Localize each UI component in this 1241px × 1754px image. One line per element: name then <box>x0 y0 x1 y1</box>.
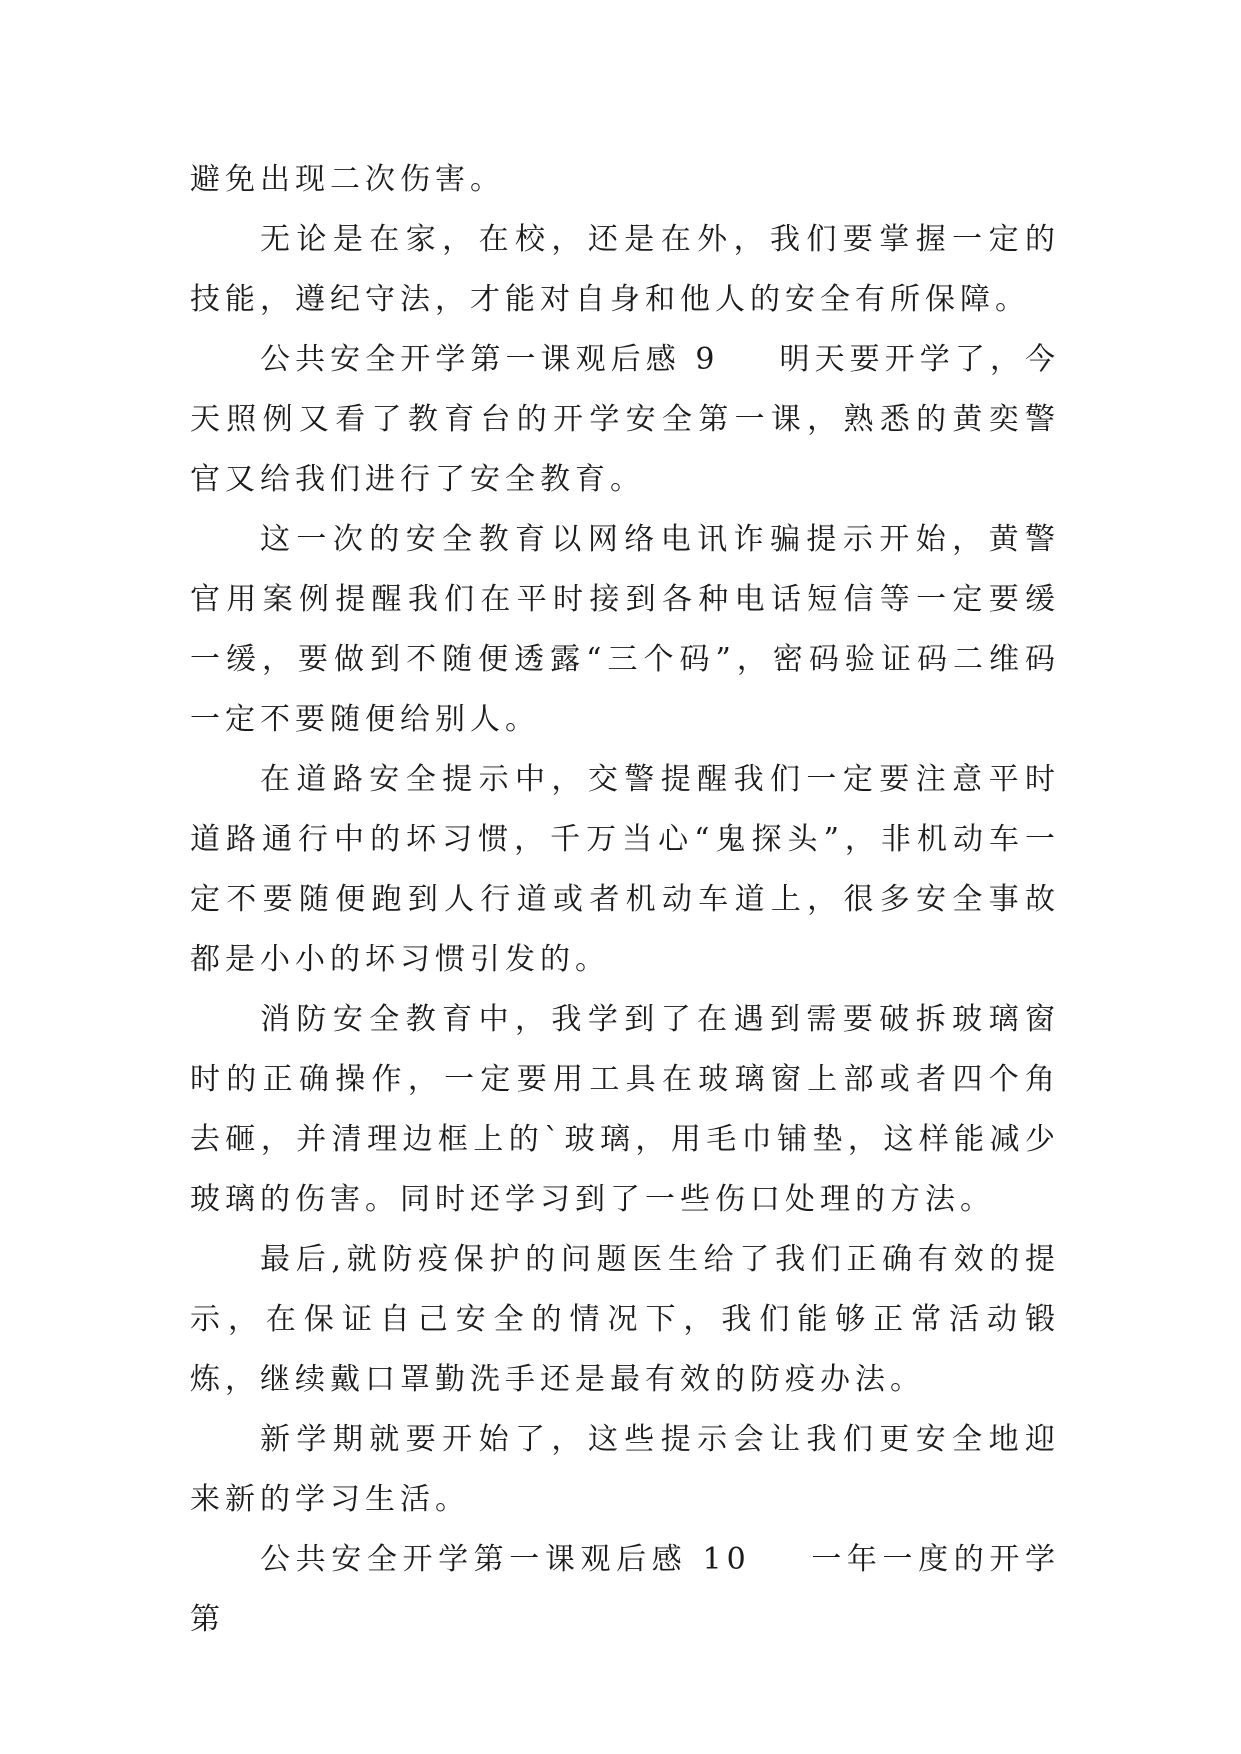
paragraph: 无论是在家，在校，还是在外，我们要掌握一定的技能，遵纪守法，才能对自身和他人的安全有所保障。 <box>190 222 1060 317</box>
paragraph: 最后,就防疫保护的问题医生给了我们正确有效的提示，在保证自己安全的情况下，我们能够正常活动锻炼，继续戴口罩勤洗手还是最有效的防疫办法。 <box>190 1242 1060 1397</box>
essay-title-9: 公共安全开学第一课观后感 9 <box>260 342 720 377</box>
essay-body-10: 一年一度的开学第 <box>190 1542 1061 1637</box>
paragraph-heading-9 <box>190 330 1060 510</box>
paragraph: 消防安全教育中，我学到了在遇到需要破拆玻璃窗时的正确操作，一定要用工具在玻璃窗上部或者四个角去砸，并清理边框上的`玻璃，用毛巾铺垫，这样能减少玻璃的伤害。同时还学习到了一些伤口处理的方法。 <box>190 1002 1060 1217</box>
essay-title-10: 公共安全开学第一课观后感 10 <box>260 1542 751 1577</box>
paragraph: 这一次的安全教育以网络电讯诈骗提示开始，黄警官用案例提醒我们在平时接到各种电话短信等一定要缓一缓，要做到不随便透露“三个码”，密码验证码二维码一定不要随便给别人。 <box>190 522 1060 737</box>
paragraph: 新学期就要开始了，这些提示会让我们更安全地迎来新的学习生活。 <box>190 1422 1060 1517</box>
essay-body-9: 明天要开学了，今天照例又看了教育台的开学安全第一课，熟悉的黄奕警官又给我们进行了安全教育。 <box>190 342 1061 497</box>
paragraph-continuation: 避免出现二次伤害。 <box>190 162 505 197</box>
paragraph: 在道路安全提示中，交警提醒我们一定要注意平时道路通行中的坏习惯，千万当心“鬼探头”，非机动车一定不要随便跑到人行道或者机动车道上，很多安全事故都是小小的坏习惯引发的。 <box>190 762 1060 977</box>
paragraph-heading-10 <box>190 1530 1060 1650</box>
document-body <box>190 150 1060 1650</box>
